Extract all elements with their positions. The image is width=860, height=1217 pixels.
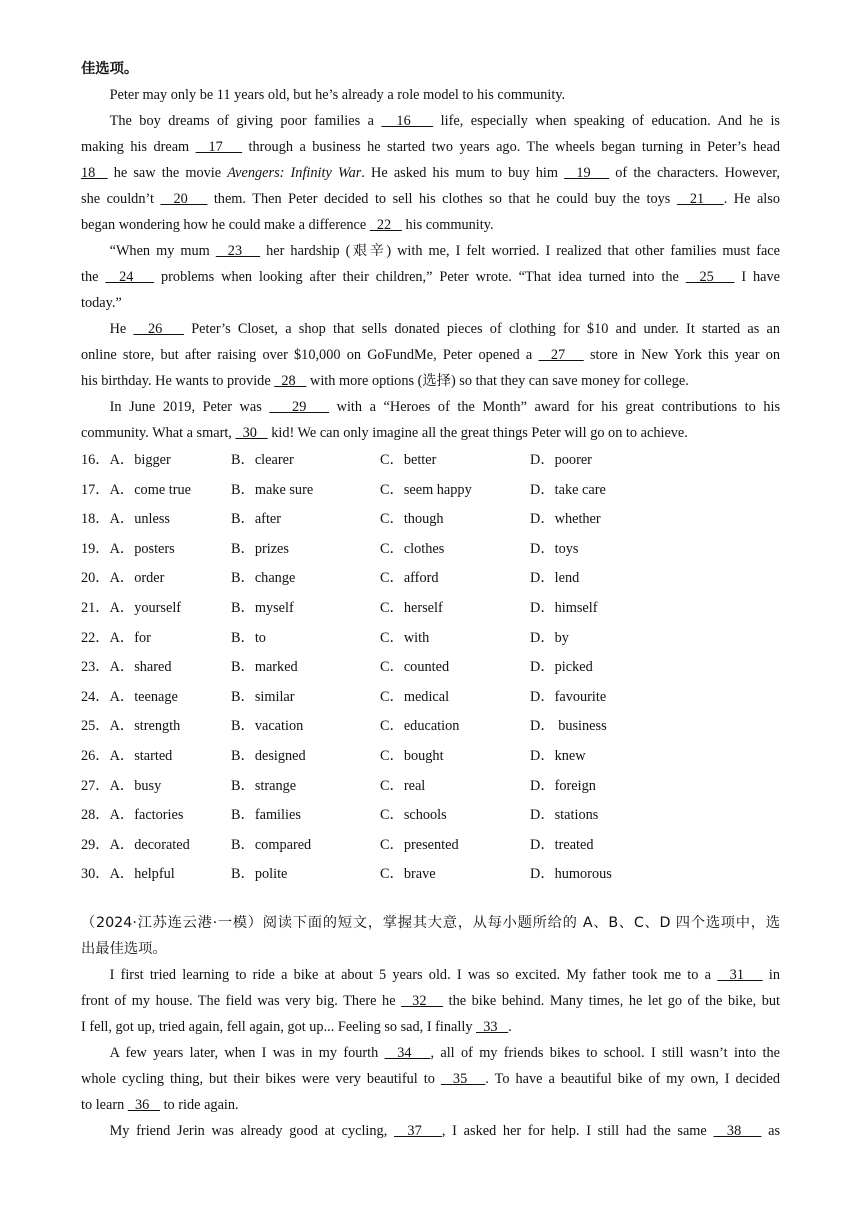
passage2-line: to learn 36 to ride again. — [81, 1096, 239, 1113]
option-text: A．for — [109, 629, 151, 646]
passage2-instructions: （2024·江苏连云港·一模）阅读下面的短文，掌握其大意，从每小题所给的 A、B、C、D 四个选项中，选 — [81, 914, 780, 931]
option-d: D．knew — [530, 747, 586, 764]
blank-21: 21 — [676, 191, 724, 207]
option-b: B．myself — [231, 599, 294, 616]
blank-28: 28 — [274, 373, 307, 389]
blank-33: 33 — [476, 1018, 509, 1035]
blank-16: 16 — [381, 113, 434, 129]
blank-18: 18 — [81, 165, 108, 181]
option-c: C．seem happy — [380, 481, 472, 498]
passage2-line: My friend Jerin was already good at cycling, 37 , I asked her for help. I still had the same 38 as — [109, 1122, 781, 1139]
passage1-line: his birthday. He wants to provide 28 with more options (选择) so that they can save money for college. — [81, 373, 689, 389]
blank-22: 22 — [369, 217, 402, 233]
document-page — [81, 56, 780, 1144]
blank-29: 29 — [269, 399, 330, 415]
option-b: B．similar — [231, 688, 295, 705]
question-list — [81, 446, 780, 890]
question-row — [81, 831, 780, 861]
option-c: C．with — [380, 629, 430, 646]
passage1-line: 18 he saw the movie Avengers: Infinity War. He asked his mum to buy him 19 of the characters. However, — [81, 165, 780, 181]
option-c: C．medical — [380, 688, 450, 705]
question-number: 16． — [81, 452, 110, 468]
option-a — [81, 505, 170, 535]
option-c: C．bought — [380, 747, 444, 764]
passage1-line: online store, but after raising over $10,000 on GoFundMe, Peter opened a 27 store in New York this year on — [81, 347, 781, 363]
blank-32: 32 — [401, 992, 444, 1009]
option-d: D．by — [530, 629, 569, 646]
blank-34: 34 — [384, 1044, 431, 1061]
option-a — [81, 446, 171, 476]
option-c: C．education — [380, 718, 460, 735]
option-b: B．change — [231, 570, 296, 587]
option-a — [81, 860, 175, 890]
blank-27: 27 — [538, 347, 584, 363]
option-d: D．whether — [530, 511, 601, 528]
option-text: A．shared — [109, 659, 172, 676]
option-text: A．factories — [109, 807, 184, 824]
option-a — [81, 712, 180, 742]
option-a — [81, 535, 175, 565]
blank-19: 19 — [564, 165, 610, 181]
option-a — [81, 594, 181, 624]
option-text: A．order — [109, 570, 165, 587]
question-number: 24． — [81, 688, 110, 705]
option-b: B．designed — [231, 747, 306, 764]
passage1-line: the 24 problems when looking after their children,” Peter wrote. “That idea turned into the 25 I have — [81, 269, 781, 285]
option-c: C．brave — [380, 866, 436, 883]
question-number: 27． — [81, 777, 110, 794]
option-d: D．foreign — [530, 777, 596, 794]
option-c: C．herself — [380, 599, 443, 616]
question-row — [81, 801, 780, 831]
option-c: C．real — [380, 777, 426, 794]
question-row — [81, 712, 780, 742]
option-d: D．picked — [530, 659, 593, 676]
passage2-line: A few years later, when I was in my fourth 34 , all of my friends bikes to school. I still wasn’t into the — [109, 1044, 780, 1061]
question-row — [81, 535, 780, 565]
option-b: B．marked — [231, 659, 298, 676]
question-row — [81, 742, 780, 772]
question-number: 30． — [81, 866, 110, 883]
option-d: D．favourite — [530, 688, 607, 705]
option-b: B．clearer — [231, 452, 294, 468]
question-row — [81, 860, 780, 890]
option-text: A．unless — [109, 511, 170, 528]
option-text: A．decorated — [109, 836, 190, 853]
passage1-line: community. What a smart, 30 kid! We can only imagine all the great things Peter will go on to achieve. — [81, 425, 688, 441]
blank-31: 31 — [717, 966, 763, 983]
blank-24: 24 — [105, 269, 155, 285]
option-text: A．helpful — [109, 866, 175, 883]
blank-20: 20 — [160, 191, 208, 207]
option-d: D．toys — [530, 540, 579, 557]
option-b: B．families — [231, 807, 301, 824]
option-b: B．vacation — [231, 718, 304, 735]
blank-38: 38 — [713, 1122, 762, 1139]
option-d: D．himself — [530, 599, 598, 616]
question-number: 25． — [81, 718, 110, 735]
option-d: D．humorous — [530, 866, 612, 883]
section-heading: 佳选项。 — [81, 61, 139, 77]
option-d: D． business — [530, 718, 607, 735]
option-c: C．presented — [380, 836, 459, 853]
option-a — [81, 476, 191, 506]
question-row — [81, 594, 780, 624]
question-row — [81, 476, 780, 506]
blank-37: 37 — [394, 1122, 442, 1139]
option-a — [81, 683, 178, 713]
question-row — [81, 624, 780, 654]
blank-23: 23 — [215, 243, 261, 259]
question-number: 20． — [81, 570, 110, 587]
option-b: B．to — [231, 629, 266, 646]
option-text: A．teenage — [109, 688, 178, 705]
question-row — [81, 683, 780, 713]
question-number: 22． — [81, 629, 110, 646]
question-row — [81, 564, 780, 594]
passage2-line: front of my house. The field was very big. There he 32 the bike behind. Many times, he let go of the bike, but — [81, 992, 781, 1009]
passage1-line: The boy dreams of giving poor families a 16 life, especially when speaking of education. And he is — [109, 113, 780, 129]
option-c: C．better — [380, 452, 437, 468]
question-number: 19． — [81, 540, 110, 557]
blank-36: 36 — [127, 1096, 161, 1113]
option-text: A．busy — [109, 777, 162, 794]
question-number: 26． — [81, 747, 110, 764]
question-row — [81, 772, 780, 802]
option-d: D．treated — [530, 836, 594, 853]
blank-30: 30 — [235, 425, 268, 441]
passage1-line: she couldn’t 20 them. Then Peter decided to sell his clothes so that he could buy the toys 21 . He also — [81, 191, 780, 207]
option-b: B．make sure — [231, 481, 314, 498]
question-number: 18． — [81, 511, 110, 528]
passage2-line: whole cycling thing, but their bikes were very beautiful to 35 . To have a beautiful bike of my own, I decided — [81, 1070, 780, 1087]
blank-35: 35 — [440, 1070, 486, 1087]
passage1-line: Peter may only be 11 years old, but he’s already a role model to his community. — [109, 87, 566, 103]
option-b: B．polite — [231, 866, 288, 883]
question-row — [81, 653, 780, 683]
question-number: 17． — [81, 481, 110, 498]
option-text: A．bigger — [109, 452, 171, 468]
option-a — [81, 624, 151, 654]
question-row — [81, 446, 780, 476]
option-d: D．take care — [530, 481, 606, 498]
option-text: A．strength — [109, 718, 181, 735]
option-b: B．compared — [231, 836, 312, 853]
blank-17: 17 — [195, 139, 243, 155]
option-d: D．lend — [530, 570, 580, 587]
passage1-line: In June 2019, Peter was 29 with a “Heroes of the Month” award for his great contributions to his — [109, 399, 781, 415]
passage1-line: began wondering how he could make a difference 22 his community. — [81, 217, 494, 233]
option-text: A．started — [109, 747, 173, 764]
option-text: A．yourself — [109, 599, 182, 616]
option-a — [81, 564, 164, 594]
passage1-line: “When my mum 23 her hardship (艰辛) with me, I felt worried. I realized that other families must face — [109, 243, 780, 259]
option-c: C．schools — [380, 807, 447, 824]
passage1-line: making his dream 17 through a business he started two years ago. The wheels began turning in Peter’s head — [81, 139, 780, 155]
option-c: C．clothes — [380, 540, 445, 557]
passage2-line: I fell, got up, tried again, fell again, got up... Feeling so sad, I finally 33 . — [81, 1018, 512, 1035]
option-a — [81, 801, 183, 831]
option-b: B．prizes — [231, 540, 289, 557]
option-c: C．counted — [380, 659, 450, 676]
passage1-line: He 26 Peter’s Closet, a shop that sells donated pieces of clothing for $10 and under. It started as an — [109, 321, 781, 337]
question-number: 29． — [81, 836, 110, 853]
blank-26: 26 — [133, 321, 184, 337]
option-text: A．come true — [109, 481, 191, 498]
option-a — [81, 742, 172, 772]
option-a — [81, 772, 161, 802]
question-row — [81, 505, 780, 535]
option-text: A．posters — [109, 540, 175, 557]
option-b: B．strange — [231, 777, 297, 794]
option-d: D．poorer — [530, 452, 592, 468]
movie-title: Avengers: Infinity War — [227, 165, 362, 181]
passage1-line: today.” — [81, 295, 122, 311]
option-c: C．though — [380, 511, 444, 528]
blank-25: 25 — [685, 269, 735, 285]
option-d: D．stations — [530, 807, 599, 824]
option-c: C．afford — [380, 570, 439, 587]
option-b: B．after — [231, 511, 282, 528]
question-number: 28． — [81, 807, 110, 824]
question-number: 23． — [81, 659, 110, 676]
passage2-line: I first tried learning to ride a bike at about 5 years old. I was so excited. My father took me to a 31 in — [109, 966, 780, 983]
option-a — [81, 653, 172, 683]
passage2-instructions: 出最佳选项。 — [81, 940, 167, 957]
option-a — [81, 831, 190, 861]
question-number: 21． — [81, 599, 110, 616]
